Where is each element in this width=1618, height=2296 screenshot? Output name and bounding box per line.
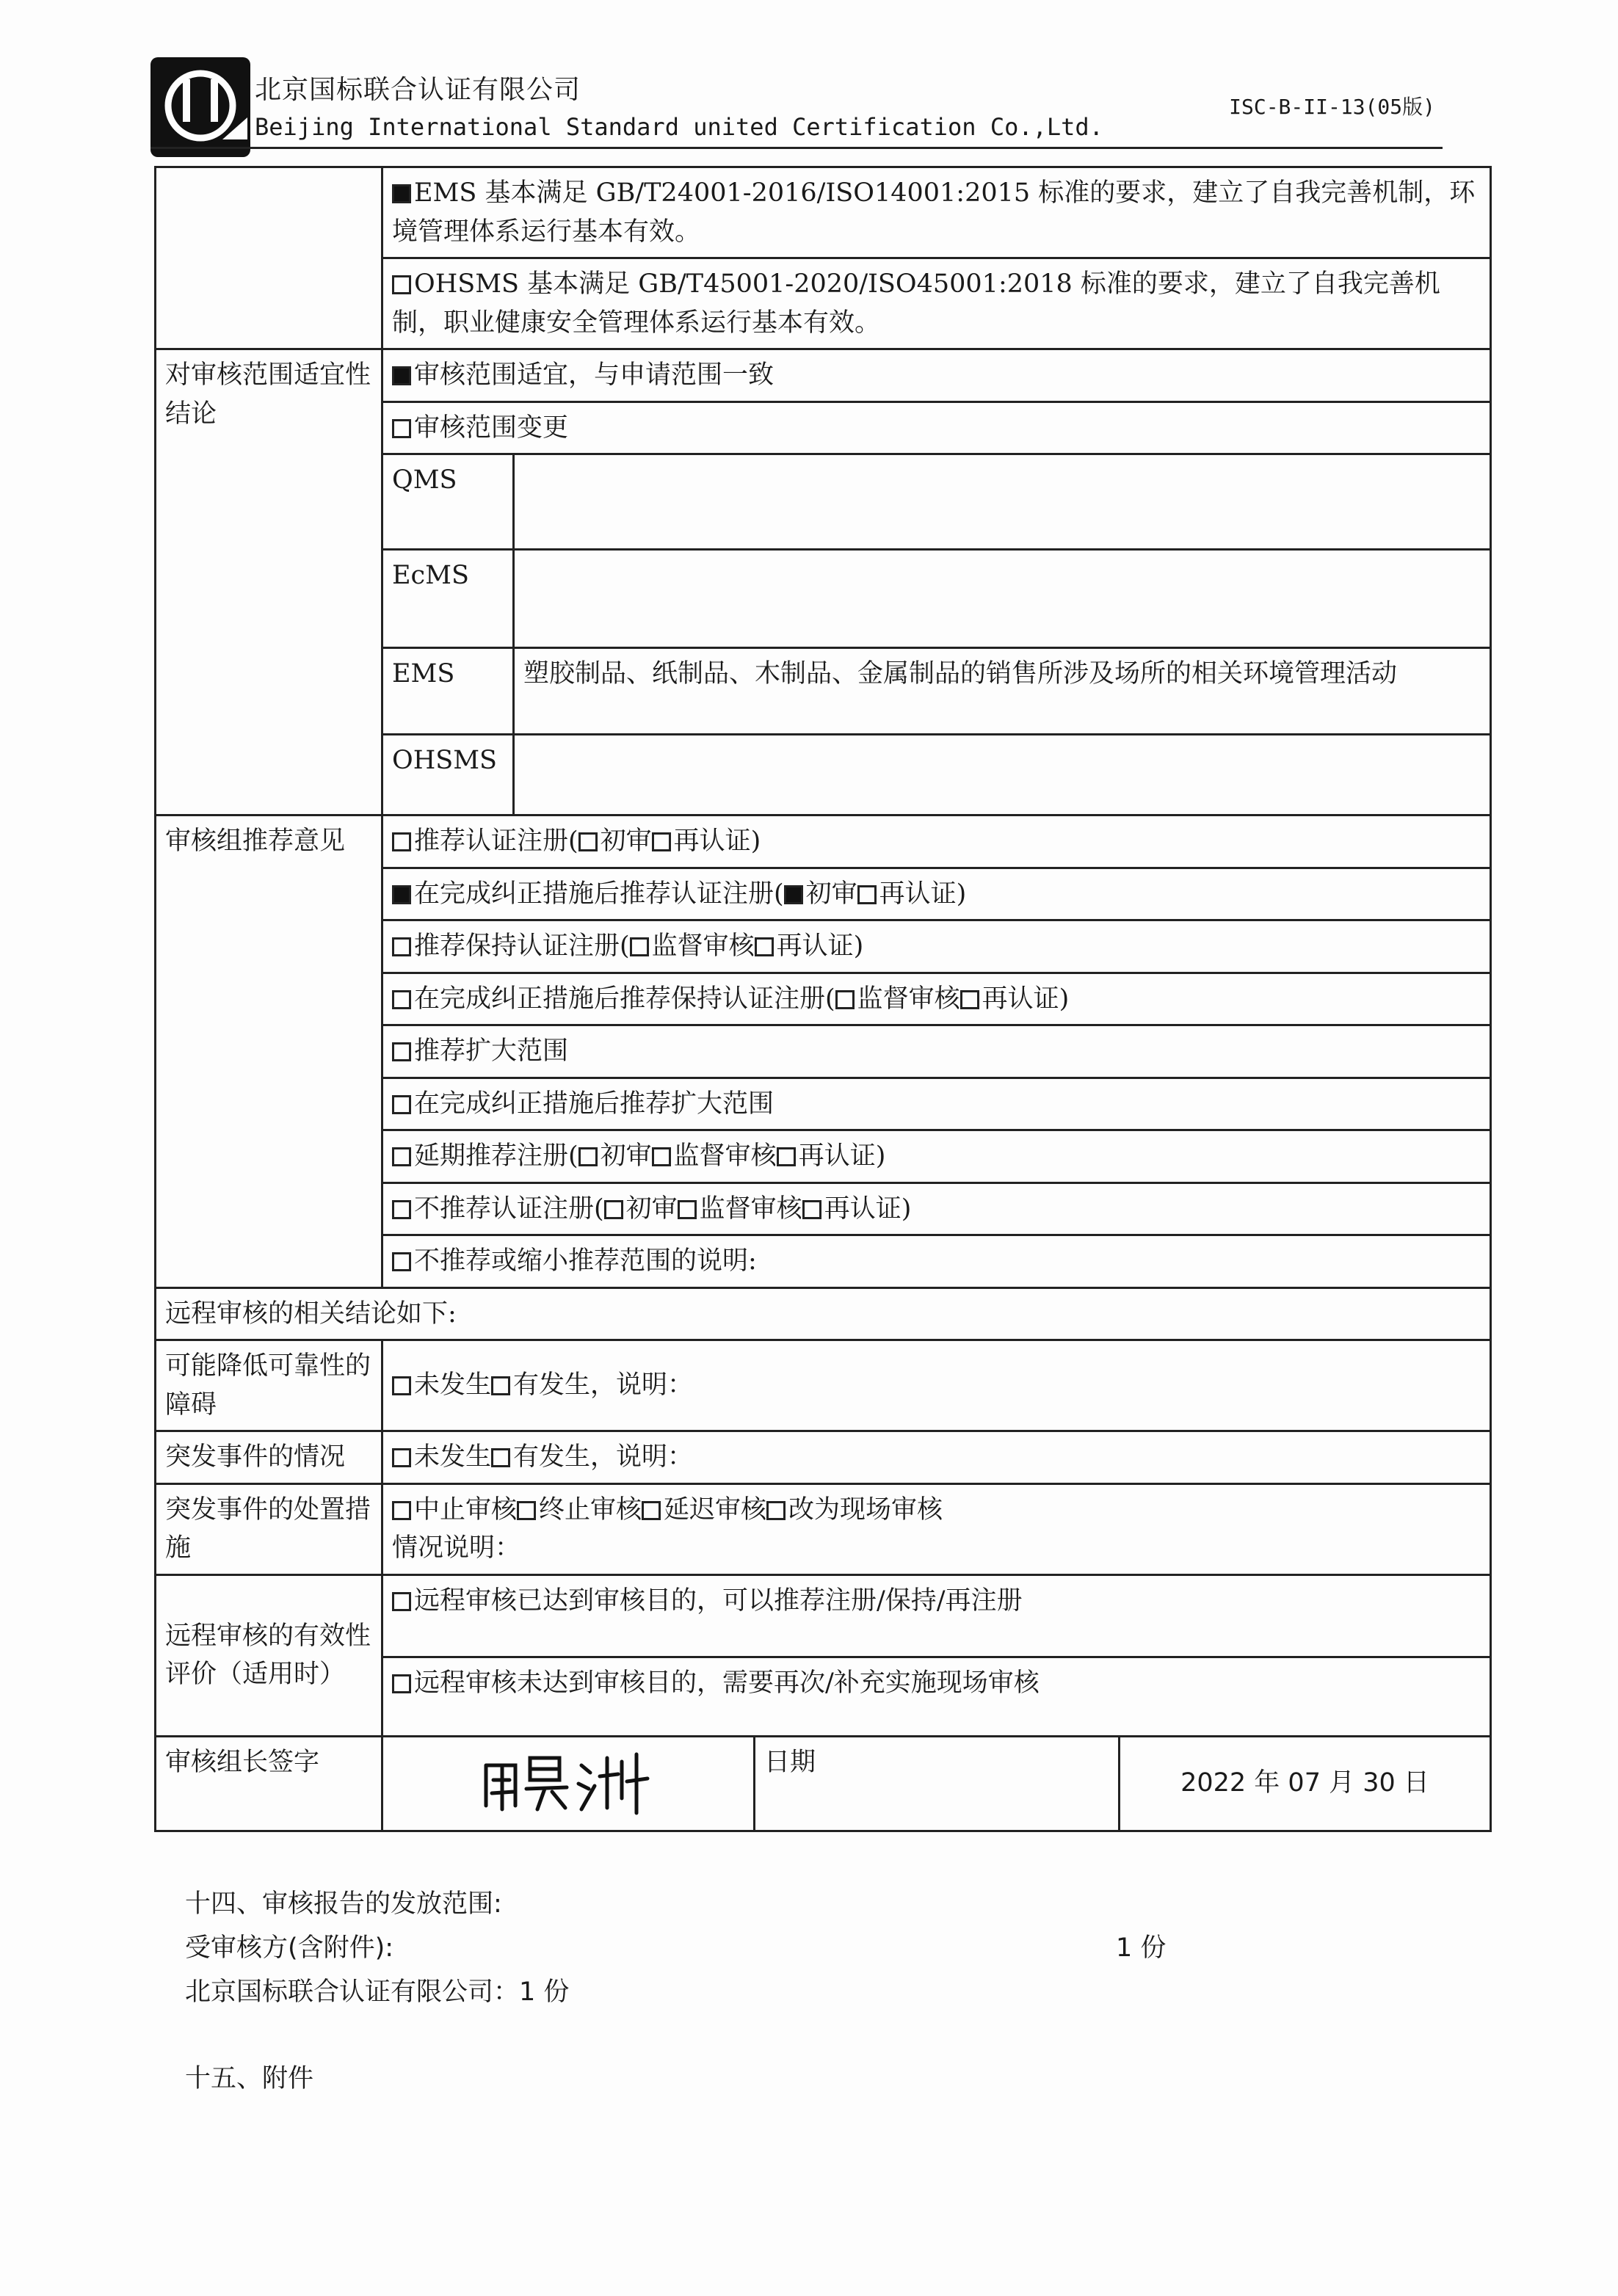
checkbox[interactable] (392, 1592, 411, 1611)
checkbox[interactable] (491, 1376, 510, 1395)
obstacle-options: 未发生 有发生，说明： (382, 1340, 1491, 1431)
checkbox[interactable] (630, 937, 649, 956)
recommend-option-1: 推荐认证注册( 初审 再认证) (382, 815, 1491, 868)
company-name-en: Beijing International Standard united Certification Co.,Ltd. (255, 113, 1103, 141)
ems-conclusion: EMS 基本满足 GB/T24001-2016/ISO14001:2015 标准的要求，建立了自我完善机制，环境管理体系运行基本有效。 (382, 167, 1491, 258)
scope-system-text (514, 735, 1491, 815)
checkbox[interactable] (678, 1200, 697, 1219)
ohsms-checkbox[interactable] (392, 275, 411, 294)
checkbox[interactable] (766, 1501, 786, 1520)
scope-label: 对审核范围适宜性结论 (156, 349, 382, 815)
checkbox[interactable] (755, 937, 774, 956)
scope-system-label: EcMS (382, 550, 514, 648)
checkbox[interactable] (777, 1147, 796, 1166)
signature-box[interactable] (383, 1737, 755, 1830)
checkbox[interactable] (392, 990, 411, 1009)
checkbox[interactable] (392, 1252, 411, 1271)
validity-option-2: 远程审核未达到审核目的，需要再次/补充实施现场审核 (382, 1657, 1491, 1736)
scope-system-text: 塑胶制品、纸制品、木制品、金属制品的销售所涉及场所的相关环境管理活动 (514, 648, 1491, 735)
checkbox[interactable] (652, 832, 671, 851)
blank-label-cell (156, 167, 382, 349)
scope-option-changed: 审核范围变更 (382, 402, 1491, 454)
distribution-company: 北京国标联合认证有限公司：1 份 (185, 1977, 570, 2007)
scope-system-text (514, 454, 1491, 550)
obstacle-label: 可能降低可靠性的障碍 (156, 1340, 382, 1431)
scope-system-label: QMS (382, 454, 514, 550)
recommend-option-8: 不推荐认证注册( 初审 监督审核 再认证) (382, 1182, 1491, 1235)
date-label: 日期 (755, 1737, 1120, 1830)
header-rule (150, 147, 1443, 149)
checkbox[interactable] (392, 1674, 411, 1693)
incident-label: 突发事件的情况 (156, 1431, 382, 1484)
company-logo (150, 57, 250, 157)
recommend-label: 审核组推荐意见 (156, 815, 382, 1288)
checkbox[interactable] (392, 1095, 411, 1114)
handwritten-signature (471, 1743, 662, 1817)
validity-label: 远程审核的有效性评价（适用时） (156, 1574, 382, 1736)
distribution-heading: 十四、审核报告的发放范围: (185, 1889, 502, 1919)
checkbox[interactable] (392, 1147, 411, 1166)
attachments-heading: 十五、附件 (185, 2064, 314, 2093)
handling-label: 突发事件的处置措施 (156, 1483, 382, 1574)
scope-system-label: OHSMS (382, 735, 514, 815)
checkbox[interactable] (652, 1147, 671, 1166)
ohsms-conclusion: OHSMS 基本满足 GB/T45001-2020/ISO45001:2018 标准的要求，建立了自我完善机制，职业健康安全管理体系运行基本有效。 (382, 258, 1491, 349)
date-value: 2022 年 07 月 30 日 (1180, 1768, 1429, 1798)
scope-system-text (514, 550, 1491, 648)
ems-checkbox[interactable] (392, 184, 411, 203)
checkbox[interactable] (392, 885, 411, 904)
checkbox[interactable] (392, 937, 411, 956)
checkbox[interactable] (517, 1501, 536, 1520)
recommend-option-2: 在完成纠正措施后推荐认证注册( 初审 再认证) (382, 868, 1491, 920)
checkbox[interactable] (802, 1200, 821, 1219)
checkbox[interactable] (835, 990, 855, 1009)
checkbox[interactable] (578, 1147, 598, 1166)
checkbox[interactable] (392, 1448, 411, 1467)
signature-row (382, 1736, 1491, 1831)
handling-options: 中止审核 终止审核 延迟审核 改为现场审核 情况说明： (382, 1483, 1491, 1574)
distribution-auditee-copies: 1 份 (1116, 1933, 1167, 1963)
recommend-option-7: 延期推荐注册( 初审 监督审核 再认证) (382, 1130, 1491, 1183)
checkbox[interactable] (392, 1042, 411, 1061)
checkbox[interactable] (642, 1501, 661, 1520)
checkbox[interactable] (392, 832, 411, 851)
document-number: ISC-B-II-13(05版) (1229, 95, 1435, 119)
recommend-option-4: 在完成纠正措施后推荐保持认证注册( 监督审核 再认证) (382, 973, 1491, 1025)
checkbox[interactable] (392, 1200, 411, 1219)
validity-option-1: 远程审核已达到审核目的，可以推荐注册/保持/再注册 (382, 1574, 1491, 1657)
recommend-option-3: 推荐保持认证注册( 监督审核 再认证) (382, 920, 1491, 973)
signature-label: 审核组长签字 (156, 1736, 382, 1831)
handling-note: 情况说明： (392, 1533, 521, 1563)
scope-changed-checkbox[interactable] (392, 419, 411, 438)
recommend-option-6: 在完成纠正措施后推荐扩大范围 (382, 1078, 1491, 1130)
checkbox[interactable] (960, 990, 979, 1009)
incident-options: 未发生 有发生，说明： (382, 1431, 1491, 1484)
distribution-auditee: 受审核方(含附件): (185, 1933, 394, 1963)
scope-suitable-checkbox[interactable] (392, 366, 411, 385)
remote-heading: 远程审核的相关结论如下: (156, 1287, 1491, 1340)
company-name-cn: 北京国标联合认证有限公司 (255, 75, 581, 105)
checkbox[interactable] (578, 832, 598, 851)
checkbox[interactable] (604, 1200, 623, 1219)
checkbox[interactable] (857, 885, 877, 904)
scope-system-label: EMS (382, 648, 514, 735)
scope-option-suitable: 审核范围适宜，与申请范围一致 (382, 349, 1491, 402)
checkbox[interactable] (784, 885, 803, 904)
recommend-option-9: 不推荐或缩小推荐范围的说明: (382, 1235, 1491, 1288)
audit-conclusion-table (154, 166, 1492, 1832)
page-header (150, 53, 1443, 156)
recommend-option-5: 推荐扩大范围 (382, 1025, 1491, 1078)
checkbox[interactable] (392, 1376, 411, 1395)
checkbox[interactable] (491, 1448, 510, 1467)
checkbox[interactable] (392, 1501, 411, 1520)
